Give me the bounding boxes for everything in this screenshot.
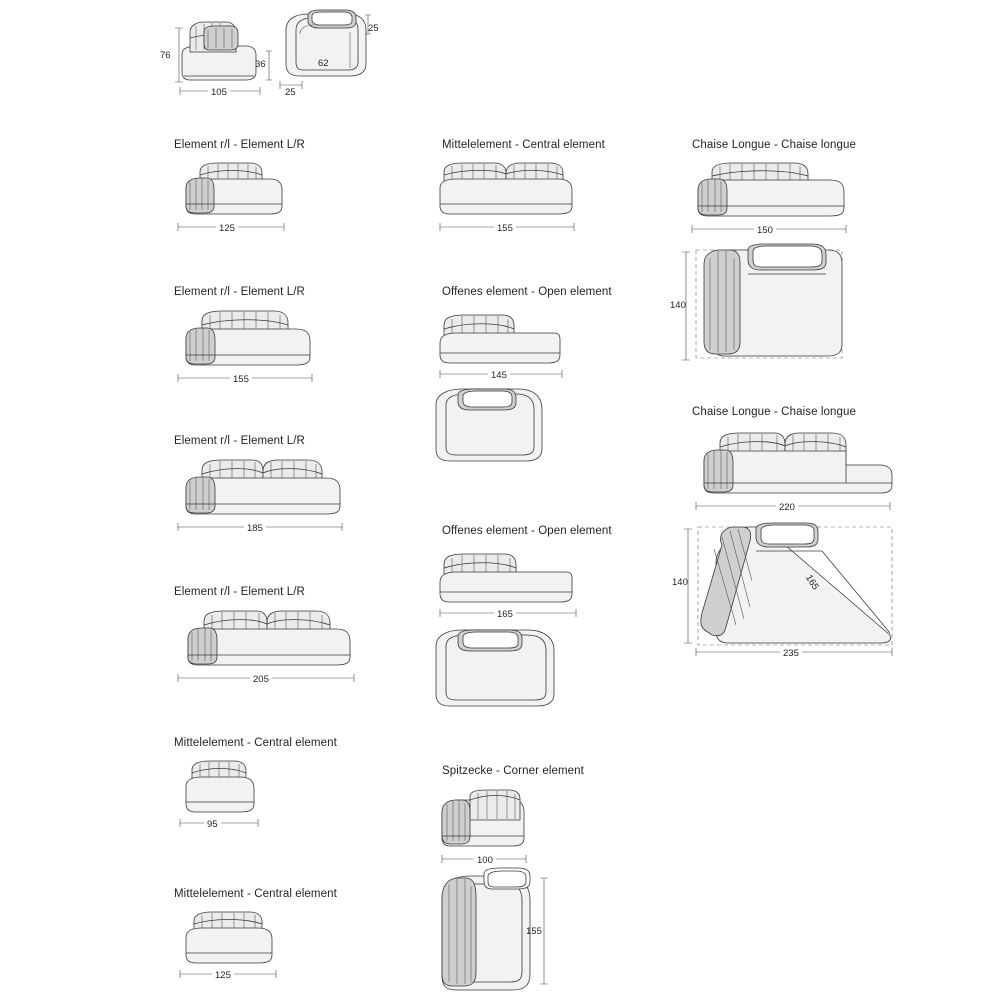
item-central-155 bbox=[442, 138, 605, 234]
dim-diagonal-165: 165 bbox=[803, 572, 821, 593]
dim-base-25: 25 bbox=[285, 87, 296, 98]
corner-plan bbox=[440, 872, 540, 996]
dim-width-155: 155 bbox=[230, 374, 252, 385]
open-165-plan bbox=[432, 628, 572, 712]
dim-width-100: 100 bbox=[474, 855, 496, 866]
dim-width-145: 145 bbox=[488, 370, 510, 381]
dim-width-165: 165 bbox=[494, 609, 516, 620]
item-open-165 bbox=[442, 524, 612, 620]
item-element-lr-205 bbox=[174, 585, 305, 685]
item-central-95 bbox=[174, 736, 337, 830]
dim-seat-height-36: 36 bbox=[255, 59, 266, 70]
dim-depth-155: 155 bbox=[526, 926, 542, 937]
dim-width-185: 185 bbox=[244, 523, 266, 534]
dim-width-155-central: 155 bbox=[494, 223, 516, 234]
dim-width-220: 220 bbox=[776, 502, 798, 513]
item-open-145 bbox=[442, 285, 612, 381]
item-element-lr-125 bbox=[174, 138, 305, 234]
dim-depth-140-b: 140 bbox=[672, 577, 688, 588]
dim-width-125: 125 bbox=[216, 223, 238, 234]
dim-depth-140: 140 bbox=[670, 300, 686, 311]
dim-width-95: 95 bbox=[204, 819, 221, 830]
dim-width-105: 105 bbox=[208, 87, 230, 98]
item-corner-100 bbox=[442, 764, 584, 937]
caption-element-lr-205: Element r/l - Element L/R bbox=[174, 586, 305, 598]
item-central-125 bbox=[174, 887, 337, 981]
caption-corner-100: Spitzecke - Corner element bbox=[442, 765, 584, 777]
caption-open-145: Offenes element - Open element bbox=[442, 286, 612, 298]
chaise-150-plan bbox=[692, 246, 852, 366]
caption-open-165: Offenes element - Open element bbox=[442, 525, 612, 537]
open-145-plan bbox=[432, 387, 562, 467]
caption-chaise-220: Chaise Longue - Chaise longue bbox=[692, 406, 857, 418]
dim-armrest-25: 25 bbox=[368, 23, 379, 34]
item-chaise-150 bbox=[670, 138, 857, 311]
dim-width-150: 150 bbox=[754, 225, 776, 236]
item-element-lr-185 bbox=[174, 434, 305, 534]
dim-height-76: 76 bbox=[160, 50, 171, 61]
dim-width-205: 205 bbox=[250, 674, 272, 685]
item-element-lr-155 bbox=[174, 285, 305, 385]
caption-central-125: Mittelelement - Central element bbox=[174, 888, 337, 900]
caption-element-lr-155: Element r/l - Element L/R bbox=[174, 286, 305, 298]
caption-element-lr-185: Element r/l - Element L/R bbox=[174, 435, 305, 447]
caption-central-155: Mittelelement - Central element bbox=[442, 139, 605, 151]
item-chaise-220 bbox=[672, 405, 857, 659]
caption-chaise-150: Chaise Longue - Chaise longue bbox=[692, 139, 857, 151]
dim-width-125-central: 125 bbox=[212, 970, 234, 981]
dim-overall-235: 235 bbox=[780, 648, 802, 659]
dim-seat-depth-62: 62 bbox=[318, 58, 329, 69]
caption-element-lr-125: Element r/l - Element L/R bbox=[174, 139, 305, 151]
chaise-220-plan bbox=[694, 523, 904, 655]
caption-central-95: Mittelelement - Central element bbox=[174, 737, 337, 749]
